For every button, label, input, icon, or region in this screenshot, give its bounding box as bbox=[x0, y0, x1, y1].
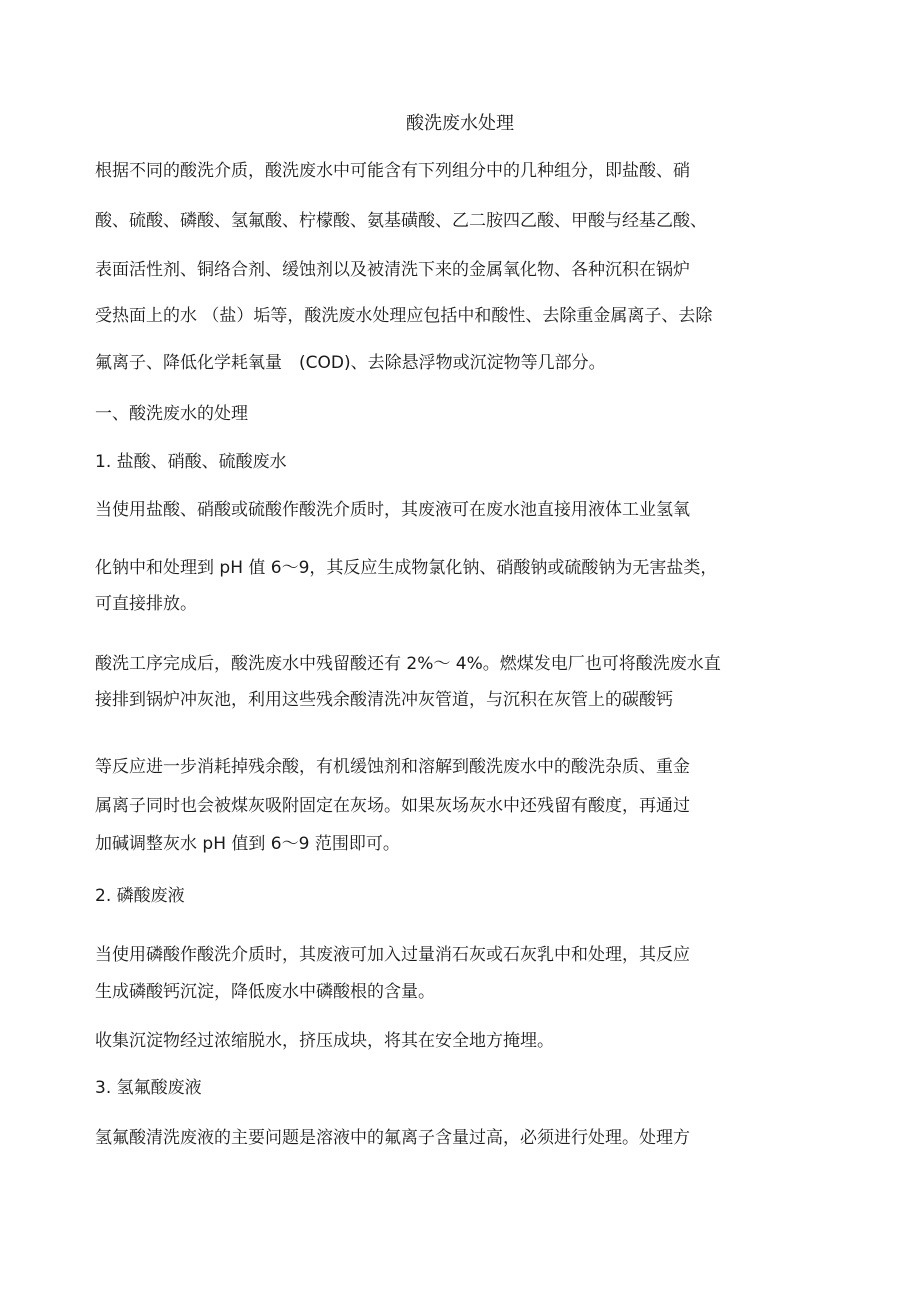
paragraph-line: 受热面上的水 （盐）垢等，酸洗废水处理应包括中和酸性、去除重金属离子、去除 bbox=[95, 306, 713, 326]
paragraph-line: 可直接排放。 bbox=[95, 594, 197, 614]
subsection-heading: 3. 氢氟酸废液 bbox=[95, 1078, 202, 1098]
paragraph-line: 根据不同的酸洗介质，酸洗废水中可能含有下列组分中的几种组分，即盐酸、硝 bbox=[95, 161, 690, 181]
paragraph-line: 等反应进一步消耗掉残余酸，有机缓蚀剂和溶解到酸洗废水中的酸洗杂质、重金 bbox=[95, 757, 690, 777]
paragraph-line: 收集沉淀物经过浓缩脱水，挤压成块，将其在安全地方掩埋。 bbox=[95, 1031, 554, 1051]
document-title: 酸洗废水处理 bbox=[406, 113, 514, 134]
paragraph-line: 化钠中和处理到 pH 值 6～9，其反应生成物氯化钠、硝酸钠或硫酸钠为无害盐类， bbox=[95, 558, 718, 578]
subsection-heading: 1. 盐酸、硝酸、硫酸废水 bbox=[95, 452, 287, 472]
paragraph-line: 接排到锅炉冲灰池，利用这些残余酸清洗冲灰管道，与沉积在灰管上的碳酸钙 bbox=[95, 690, 673, 710]
paragraph-line: 表面活性剂、铜络合剂、缓蚀剂以及被清洗下来的金属氧化物、各种沉积在锅炉 bbox=[95, 260, 690, 280]
paragraph-line: 生成磷酸钙沉淀，降低废水中磷酸根的含量。 bbox=[95, 982, 435, 1002]
section-heading: 一、酸洗废水的处理 bbox=[95, 404, 248, 424]
subsection-heading: 2. 磷酸废液 bbox=[95, 886, 185, 906]
paragraph-line: 属离子同时也会被煤灰吸附固定在灰场。如果灰场灰水中还残留有酸度，再通过 bbox=[95, 796, 690, 816]
paragraph-line: 氟离子、降低化学耗氧量 (COD)、去除悬浮物或沉淀物等几部分。 bbox=[95, 353, 606, 373]
paragraph-line: 酸、硫酸、磷酸、氢氟酸、柠檬酸、氨基磺酸、乙二胺四乙酸、甲酸与经基乙酸、 bbox=[95, 211, 707, 231]
paragraph-line: 加碱调整灰水 pH 值到 6～9 范围即可。 bbox=[95, 834, 400, 854]
paragraph-line: 氢氟酸清洗废液的主要问题是溶液中的氟离子含量过高，必须进行处理。处理方 bbox=[95, 1128, 690, 1148]
paragraph-line: 当使用盐酸、硝酸或硫酸作酸洗介质时，其废液可在废水池直接用液体工业氢氧 bbox=[95, 500, 690, 520]
paragraph-line: 酸洗工序完成后，酸洗废水中残留酸还有 2%～ 4%。燃煤发电厂也可将酸洗废水直 bbox=[95, 654, 721, 674]
paragraph-line: 当使用磷酸作酸洗介质时，其废液可加入过量消石灰或石灰乳中和处理，其反应 bbox=[95, 945, 690, 965]
